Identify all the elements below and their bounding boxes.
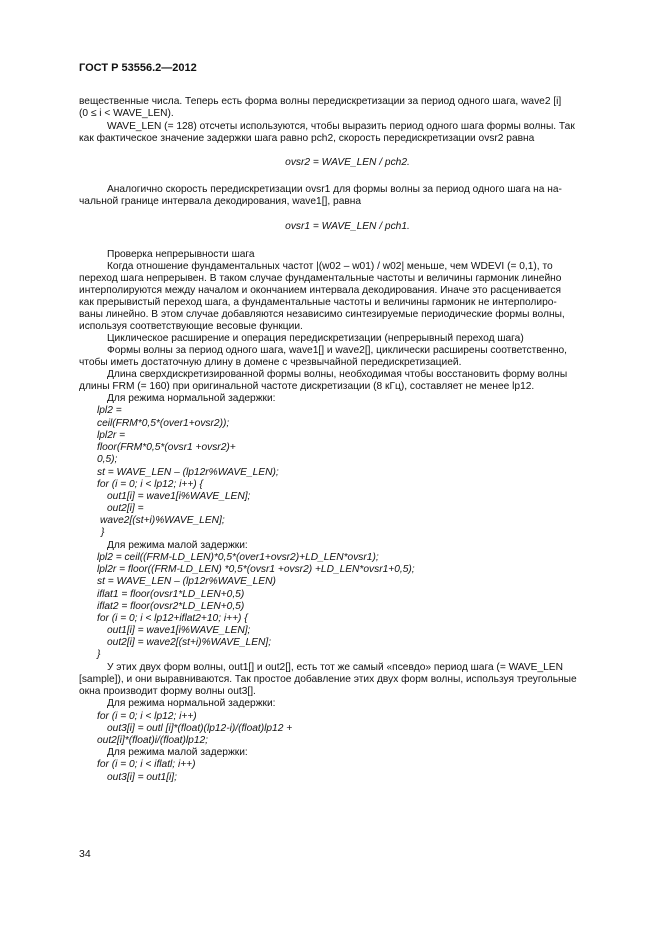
page-number: 34	[79, 848, 91, 860]
text-line: Аналогично скорость передискретизации ovsr1 для формы волны за период одного шага на на-	[107, 184, 562, 195]
text-line: переход шага непрерывен. В таком случае фундаментальные частоты и величины гармоник линейно	[79, 273, 562, 284]
code-line: out1[i] = wave1[i%WAVE_LEN];	[107, 491, 251, 502]
code-line: floor(FRM*0,5*(ovsr1 +ovsr2)+	[97, 442, 236, 453]
text-line: Когда отношение фундаментальных частот |(w02 – w01) / w02| меньше, чем WDEVI (= 0,1), то	[107, 261, 553, 272]
code-line: iflat1 = floor(ovsr1*LD_LEN+0,5)	[97, 589, 245, 600]
text-line: Длина сверхдискретизированной формы волны, необходимая чтобы восстановить форму волны	[107, 369, 568, 380]
formula: ovsr2 = WAVE_LEN / pch2.	[285, 157, 410, 168]
code-line: for (i = 0; i < iflatl; i++)	[97, 759, 196, 770]
code-line: out1[i] = wave1[i%WAVE_LEN];	[107, 625, 251, 636]
text-line: (0 ≤ i < WAVE_LEN).	[79, 108, 174, 119]
code-line: for (i = 0; i < lp12; i++)	[97, 711, 197, 722]
text-line: Для режима малой задержки:	[107, 540, 248, 551]
section-title: Циклическое расширение и операция передискретизации (непрерывный переход шага)	[107, 333, 524, 344]
code-line: for (i = 0; i < lp12; i++) {	[97, 479, 203, 490]
text-line: Для режима нормальной задержки:	[107, 393, 276, 404]
code-line: st = WAVE_LEN – (lp12r%WAVE_LEN)	[97, 576, 276, 587]
section-title: Проверка непрерывности шага	[107, 249, 255, 260]
document-header: ГОСТ Р 53556.2—2012	[79, 62, 197, 74]
text-line: как фактическое значение задержки шага равно pch2, скорость передискретизации ovsr2 равна	[79, 133, 535, 144]
code-line: out2[i] =	[107, 503, 144, 514]
text-line: вещественные числа. Теперь есть форма волны передискретизации за период одного шага, wave2 [i]	[79, 96, 562, 107]
text-line: Для режима малой задержки:	[107, 747, 248, 758]
code-line: out2[i] = wave2[(st+i)%WAVE_LEN];	[107, 637, 272, 648]
code-line: lpl2 = ceil((FRM-LD_LEN)*0,5*(over1+ovsr2)+LD_LEN*ovsr1);	[97, 552, 379, 563]
code-line: ceil(FRM*0,5*(over1+ovsr2));	[97, 418, 230, 429]
text-line: Формы волны за период одного шага, wave1[] и wave2[], циклически расширены соответственно,	[107, 345, 567, 356]
code-line: lpl2r =	[97, 430, 126, 441]
code-line: st = WAVE_LEN – (lp12r%WAVE_LEN);	[97, 467, 279, 478]
formula: ovsr1 = WAVE_LEN / pch1.	[285, 221, 410, 232]
code-line: out3[i] = outl [i]*(float)(lp12-i)/(float)lp12 +	[107, 723, 293, 734]
text-line: используя соответствующие весовые функции.	[79, 321, 303, 332]
text-line: [sample]), и они выравниваются. Так простое добавление этих двух форм волны, используя треугольные	[79, 674, 577, 685]
text-line: WAVE_LEN (= 128) отсчеты используются, чтобы выразить период одного шага формы волны. Так	[107, 121, 575, 132]
text-line: Для режима нормальной задержки:	[107, 698, 276, 709]
text-line: У этих двух форм волны, out1[] и out2[], есть тот же самый «псевдо» период шага (= WAVE_LEN	[107, 662, 563, 673]
code-line: }	[97, 649, 101, 660]
text-line: как прерывистый переход шага, а фундаментальные частоты и величины гармоник не интерполиро-	[79, 297, 557, 308]
code-line: out2[i]*(float)i/(float)lp12;	[97, 735, 208, 746]
text-line: ваны линейно. В этом случае добавляются независимо синтезируемые периодические формы волны,	[79, 309, 565, 320]
code-line: wave2[(st+i)%WAVE_LEN];	[100, 515, 225, 526]
code-line: out3[i] = out1[i];	[107, 772, 177, 783]
code-line: iflat2 = floor(ovsr2*LD_LEN+0,5)	[97, 601, 245, 612]
code-line: lpl2r = floor((FRM-LD_LEN) *0,5*(ovsr1 +ovsr2) +LD_LEN*ovsr1+0,5);	[97, 564, 415, 575]
code-line: for (i = 0; i < lp12+iflat2+10; i++) {	[97, 613, 248, 624]
code-line: }	[101, 527, 105, 538]
text-line: интерполируются между началом и окончанием интервала декодирования. Иначе это расценивается	[79, 285, 561, 296]
text-line: длины FRM (= 160) при оригинальной частоте дискретизации (8 кГц), составляет не менее lp12.	[79, 381, 535, 392]
text-line: чтобы иметь достаточную длину в домене с чрезвычайной передискретизацией.	[79, 357, 462, 368]
code-line: 0,5);	[97, 454, 118, 465]
code-line: lpl2 =	[97, 405, 122, 416]
text-line: чальной границе интервала декодирования, wave1[], равна	[79, 196, 362, 207]
text-line: окна производит форму волны out3[].	[79, 686, 256, 697]
